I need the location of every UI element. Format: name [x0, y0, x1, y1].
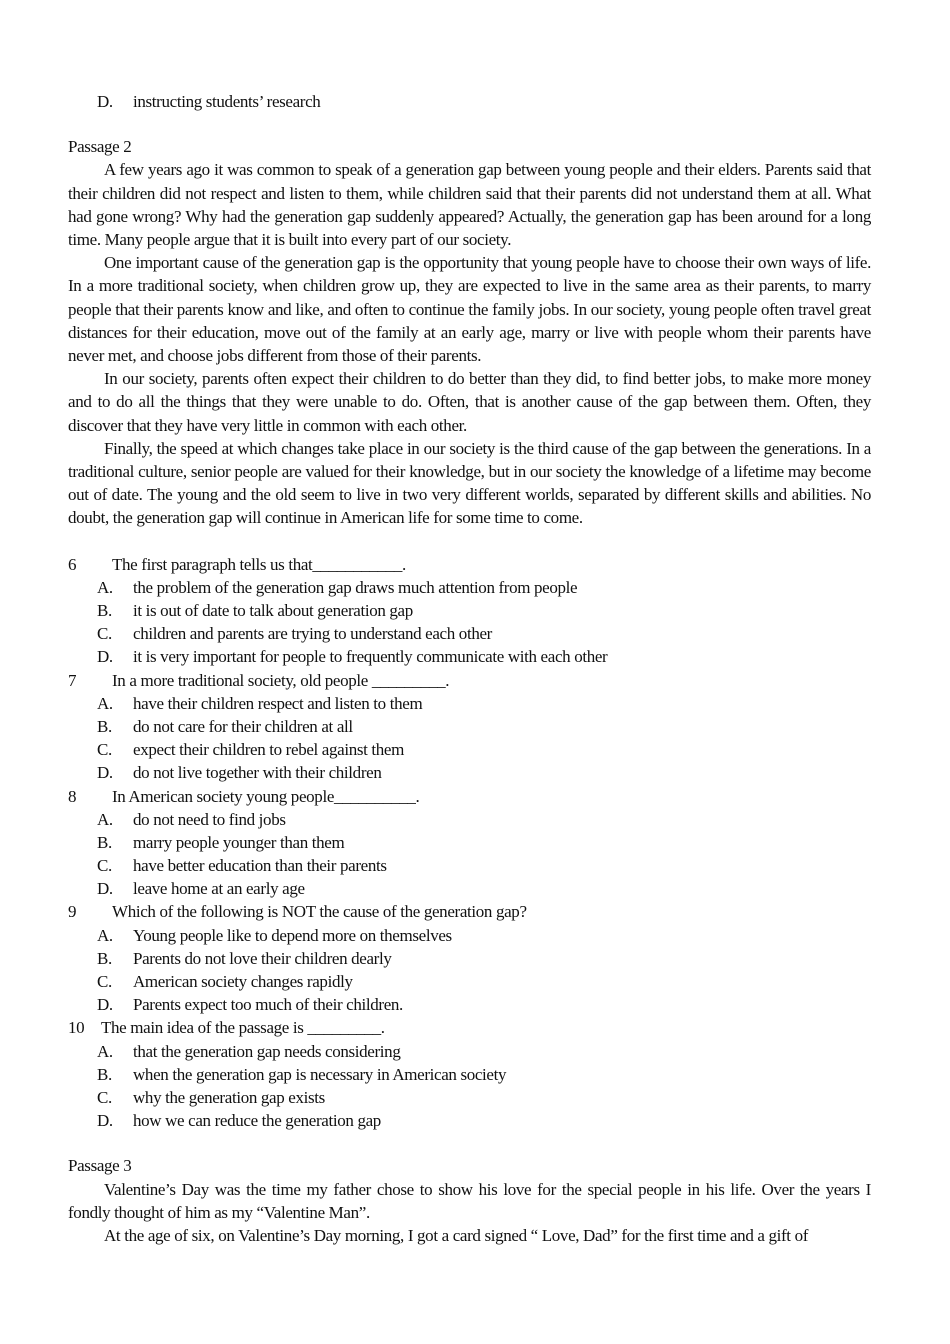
- option-text: Young people like to depend more on themselves: [133, 925, 452, 945]
- question-stem: The main idea of the passage is _________.: [101, 1018, 385, 1038]
- passage-3-paragraph: Valentine’s Day was the time my father chose to show his love for the special people in his life. Over the years I fondly thought of him as my “Valentine Man”.: [68, 1179, 871, 1222]
- passage-2-paragraph: Finally, the speed at which changes take place in our society is the third cause of the gap between the generations. In a traditional culture, senior people are valued for their knowledge, but in our society the knowledge of a lifetime may become out of date. The young and the old seem to live in two very different worlds, separated by different skills and abilities. No doubt, the generation gap will continue in American life for some time to come.: [68, 438, 871, 528]
- question-6: [68, 553, 871, 576]
- option-c[interactable]: [68, 738, 871, 761]
- question-number: 10: [68, 1018, 85, 1038]
- question-number: 9: [68, 902, 77, 922]
- passage-2-paragraph: In our society, parents often expect their children to do better than they did, to find better jobs, to make more money and to do all the things that they were unable to do. Often, that is another cause of the gap between them. Often, they discover that they have very little in common with each other.: [68, 369, 871, 435]
- option-text: the problem of the generation gap draws much attention from people: [133, 577, 578, 597]
- option-d[interactable]: [68, 761, 871, 784]
- passage-2-title: Passage 2: [68, 137, 132, 157]
- option-letter: A.: [97, 1041, 113, 1061]
- option-letter: C.: [97, 740, 112, 760]
- option-a[interactable]: [68, 576, 871, 599]
- question-8: [68, 785, 871, 808]
- option-text: do not care for their children at all: [133, 716, 353, 736]
- option-text: that the generation gap needs considering: [133, 1041, 401, 1061]
- question-number: 7: [68, 670, 77, 690]
- option-text: marry people younger than them: [133, 832, 345, 852]
- option-letter: C.: [97, 972, 112, 991]
- passage-2-paragraph: One important cause of the generation gap is the opportunity that young people have to choose their own ways of life. In a more traditional society, when children grow up, they are expected to live in the same area as their parents, to marry people that their parents know and like, and often to continue the family jobs. In our society, young people often travel great distances for their education, move out of the family at an early age, marry or live with people whom their parents have never met, and choose jobs different from those of their parents.: [68, 253, 871, 365]
- option-b[interactable]: [68, 1063, 871, 1086]
- option-b[interactable]: [68, 599, 871, 622]
- option-letter: D.: [97, 647, 113, 667]
- option-letter: C.: [97, 624, 112, 644]
- option-text: expect their children to rebel against them: [133, 740, 405, 760]
- option-text: leave home at an early age: [133, 879, 305, 899]
- option-letter: B.: [97, 948, 112, 968]
- option-text: have their children respect and listen to them: [133, 693, 423, 713]
- option-letter: B.: [97, 832, 112, 852]
- option-c[interactable]: [68, 970, 871, 993]
- option-text: have better education than their parents: [133, 856, 387, 876]
- option-c[interactable]: [68, 1086, 871, 1109]
- option-text: instructing students’ research: [133, 92, 321, 111]
- document-page: [68, 90, 871, 1247]
- option-c[interactable]: [68, 854, 871, 877]
- option-letter: D.: [97, 995, 113, 1015]
- option-c[interactable]: [68, 622, 871, 645]
- option-text: it is out of date to talk about generation gap: [133, 601, 413, 620]
- option-letter: A.: [97, 809, 113, 829]
- question-stem: In American society young people__________.: [112, 786, 420, 806]
- option-letter: B.: [97, 716, 112, 736]
- spacer: [68, 530, 871, 553]
- question-stem: Which of the following is NOT the cause of the generation gap?: [112, 902, 527, 922]
- question-10: [68, 1016, 871, 1039]
- option-b[interactable]: [68, 947, 871, 970]
- option-letter: D.: [97, 92, 113, 111]
- option-d[interactable]: [68, 1109, 871, 1132]
- option-d[interactable]: [68, 877, 871, 900]
- option-letter: A.: [97, 577, 113, 597]
- question-number: 6: [68, 554, 77, 574]
- option-text: American society changes rapidly: [133, 972, 353, 991]
- question-stem: In a more traditional society, old people _________.: [112, 670, 450, 690]
- option-a[interactable]: [68, 692, 871, 715]
- option-letter: C.: [97, 856, 112, 876]
- option-letter: C.: [97, 1087, 112, 1107]
- option-text: Parents do not love their children dearly: [133, 948, 392, 968]
- previous-question-option-d: [68, 90, 871, 113]
- option-a[interactable]: [68, 808, 871, 831]
- option-letter: D.: [97, 763, 113, 783]
- option-text: children and parents are trying to understand each other: [133, 624, 492, 644]
- option-text: when the generation gap is necessary in American society: [133, 1064, 507, 1084]
- option-text: Parents expect too much of their children.: [133, 995, 403, 1015]
- option-text: do not live together with their children: [133, 763, 382, 783]
- option-a[interactable]: [68, 1040, 871, 1063]
- option-letter: D.: [97, 1111, 113, 1131]
- option-b[interactable]: [68, 715, 871, 738]
- option-d[interactable]: [68, 993, 871, 1016]
- option-b[interactable]: [68, 831, 871, 854]
- option-letter: A.: [97, 925, 113, 945]
- passage-3-title: Passage 3: [68, 1156, 132, 1176]
- question-stem: The first paragraph tells us that___________.: [112, 554, 406, 574]
- question-7: [68, 669, 871, 692]
- option-letter: A.: [97, 693, 113, 713]
- passage-2-paragraph: A few years ago it was common to speak of a generation gap between young people and their elders. Parents said that their children did not respect and listen to them, while children said that their parents did not understand them at all. What had gone wrong? Why had the generation gap suddenly appeared? Actually, the generation gap has been around for a long time. Many people argue that it is built into every part of our society.: [68, 160, 871, 249]
- option-text: it is very important for people to frequently communicate with each other: [133, 647, 608, 667]
- option-text: do not need to find jobs: [133, 809, 286, 829]
- passage-3-paragraph: At the age of six, on Valentine’s Day morning, I got a card signed “ Love, Dad” for the first time and a gift of: [104, 1225, 809, 1245]
- option-letter: B.: [97, 601, 112, 620]
- question-number: 8: [68, 786, 77, 806]
- question-9: [68, 900, 871, 923]
- option-a[interactable]: [68, 924, 871, 947]
- option-letter: D.: [97, 879, 113, 899]
- option-letter: B.: [97, 1064, 112, 1084]
- option-text: how we can reduce the generation gap: [133, 1111, 381, 1131]
- option-d[interactable]: [68, 645, 871, 668]
- option-text: why the generation gap exists: [133, 1087, 325, 1107]
